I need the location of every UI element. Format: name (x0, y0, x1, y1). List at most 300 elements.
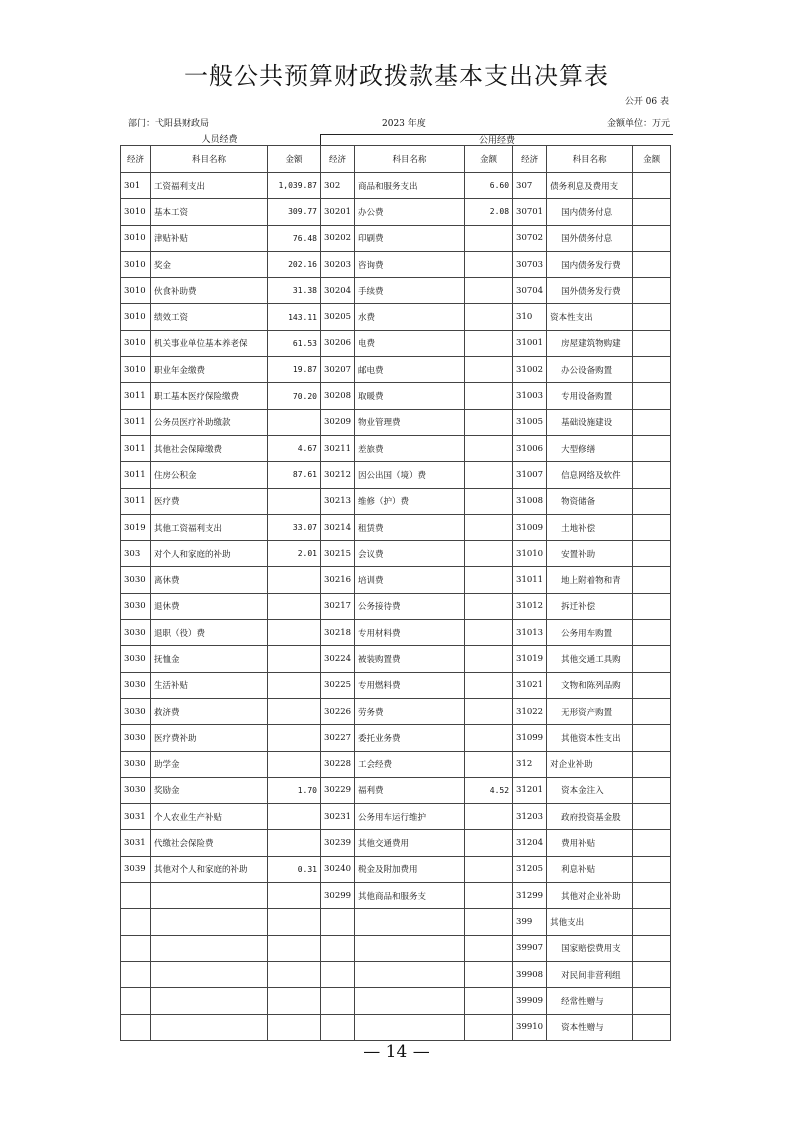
cell-amount (633, 383, 671, 409)
cell-name: 公务员医疗补助缴款 (151, 409, 268, 435)
cell-code: 3039 (121, 856, 151, 882)
cell-amount: 76.48 (268, 225, 321, 251)
cell-code (321, 1014, 355, 1040)
cell-amount (465, 330, 513, 356)
cell-code: 30239 (321, 830, 355, 856)
cell-name: 公务用车购置 (547, 620, 633, 646)
cell-amount (465, 935, 513, 961)
cell-name: 基本工资 (151, 199, 268, 225)
cell-name: 代缴社会保险费 (151, 830, 268, 856)
cell-amount (633, 278, 671, 304)
cell-code: 31008 (513, 488, 547, 514)
cell-code: 30201 (321, 199, 355, 225)
cell-code: 31299 (513, 883, 547, 909)
cell-name (355, 909, 465, 935)
cell-name: 公务接待费 (355, 593, 465, 619)
cell-amount (465, 961, 513, 987)
cell-code: 30205 (321, 304, 355, 330)
cell-code: 3010 (121, 304, 151, 330)
cell-amount (268, 830, 321, 856)
cell-name: 福利费 (355, 777, 465, 803)
cell-amount (268, 646, 321, 672)
cell-amount: 4.52 (465, 777, 513, 803)
cell-amount (465, 751, 513, 777)
cell-amount (465, 278, 513, 304)
cell-amount (633, 173, 671, 199)
table-row (121, 462, 671, 488)
table-row (121, 488, 671, 514)
table-row (121, 567, 671, 593)
cell-code: 3010 (121, 251, 151, 277)
cell-name: 文物和陈列品购 (547, 672, 633, 698)
cell-code: 30208 (321, 383, 355, 409)
cell-name: 其他交通费用 (355, 830, 465, 856)
table-row (121, 777, 671, 803)
cell-name: 工资福利支出 (151, 173, 268, 199)
table-row (121, 173, 671, 199)
cell-code (321, 935, 355, 961)
cell-code: 31204 (513, 830, 547, 856)
cell-code: 3030 (121, 777, 151, 803)
cell-code: 30216 (321, 567, 355, 593)
cell-amount (633, 541, 671, 567)
table-row (121, 357, 671, 383)
cell-amount: 33.07 (268, 514, 321, 540)
cell-code: 30202 (321, 225, 355, 251)
cell-code (121, 1014, 151, 1040)
cell-amount: 309.77 (268, 199, 321, 225)
cell-amount (268, 935, 321, 961)
header-name: 科目名称 (151, 146, 268, 173)
cell-name (355, 935, 465, 961)
page-number: — 14 — (363, 1042, 430, 1062)
cell-amount: 6.60 (465, 173, 513, 199)
cell-amount (633, 830, 671, 856)
cell-name (151, 961, 268, 987)
cell-name: 国内债务付息 (547, 199, 633, 225)
cell-amount (465, 698, 513, 724)
table-row (121, 935, 671, 961)
cell-code (121, 935, 151, 961)
cell-code: 31099 (513, 725, 547, 751)
table-row (121, 830, 671, 856)
table-row (121, 251, 671, 277)
cell-amount (633, 514, 671, 540)
cell-name (355, 1014, 465, 1040)
cell-amount (633, 488, 671, 514)
table-row (121, 725, 671, 751)
table-row (121, 751, 671, 777)
cell-code: 3010 (121, 357, 151, 383)
cell-amount (465, 514, 513, 540)
cell-code: 30209 (321, 409, 355, 435)
cell-name: 资本金注入 (547, 777, 633, 803)
cell-amount (465, 672, 513, 698)
table-row (121, 646, 671, 672)
year-label: 2023 年度 (382, 119, 426, 129)
cell-name: 债务利息及费用支 (547, 173, 633, 199)
cell-code (321, 988, 355, 1014)
cell-code: 30217 (321, 593, 355, 619)
cell-name: 电费 (355, 330, 465, 356)
cell-name: 国外债务付息 (547, 225, 633, 251)
cell-code: 30226 (321, 698, 355, 724)
cell-code: 3031 (121, 804, 151, 830)
cell-amount (465, 567, 513, 593)
cell-name: 国外债务发行费 (547, 278, 633, 304)
cell-code: 31009 (513, 514, 547, 540)
cell-code: 30299 (321, 883, 355, 909)
form-number: 公开 06 表 (624, 97, 669, 107)
cell-amount (633, 435, 671, 461)
cell-amount (633, 1014, 671, 1040)
cell-name: 住房公积金 (151, 462, 268, 488)
cell-code: 3030 (121, 725, 151, 751)
cell-name: 物业管理费 (355, 409, 465, 435)
cell-code: 30702 (513, 225, 547, 251)
cell-amount (465, 620, 513, 646)
cell-code: 30207 (321, 357, 355, 383)
header-name: 科目名称 (547, 146, 633, 173)
cell-name: 机关事业单位基本养老保 (151, 330, 268, 356)
cell-name (355, 988, 465, 1014)
cell-amount: 2.01 (268, 541, 321, 567)
cell-amount (268, 909, 321, 935)
cell-amount (633, 409, 671, 435)
cell-amount (268, 567, 321, 593)
cell-amount (268, 672, 321, 698)
cell-name: 个人农业生产补贴 (151, 804, 268, 830)
cell-name: 费用补贴 (547, 830, 633, 856)
cell-name: 其他交通工具购 (547, 646, 633, 672)
cell-amount (633, 698, 671, 724)
cell-amount (633, 909, 671, 935)
cell-name (151, 1014, 268, 1040)
cell-name: 印刷费 (355, 225, 465, 251)
cell-code: 30240 (321, 856, 355, 882)
cell-code: 303 (121, 541, 151, 567)
table-row (121, 988, 671, 1014)
cell-name: 其他社会保障缴费 (151, 435, 268, 461)
table-row (121, 856, 671, 882)
cell-name: 专用设备购置 (547, 383, 633, 409)
cell-name: 职业年金缴费 (151, 357, 268, 383)
cell-name: 其他工资福利支出 (151, 514, 268, 540)
cell-code: 30218 (321, 620, 355, 646)
cell-amount (268, 488, 321, 514)
cell-amount (465, 462, 513, 488)
cell-amount (633, 646, 671, 672)
header-amount: 金额 (633, 146, 671, 173)
cell-name (355, 961, 465, 987)
cell-amount (633, 725, 671, 751)
cell-amount: 1.70 (268, 777, 321, 803)
cell-amount (268, 1014, 321, 1040)
cell-name: 对民间非营利组 (547, 961, 633, 987)
cell-code: 30704 (513, 278, 547, 304)
group-personnel: 人员经费 (201, 135, 238, 145)
cell-code: 30231 (321, 804, 355, 830)
cell-name: 离休费 (151, 567, 268, 593)
cell-amount: 4.67 (268, 435, 321, 461)
cell-name: 房屋建筑物购建 (547, 330, 633, 356)
cell-amount: 70.20 (268, 383, 321, 409)
cell-code: 31002 (513, 357, 547, 383)
cell-amount (465, 383, 513, 409)
cell-amount (268, 593, 321, 619)
cell-code: 30703 (513, 251, 547, 277)
cell-amount (465, 856, 513, 882)
cell-name: 商品和服务支出 (355, 173, 465, 199)
cell-amount (633, 935, 671, 961)
cell-code: 31205 (513, 856, 547, 882)
cell-code: 31013 (513, 620, 547, 646)
expenditure-table (120, 145, 671, 1041)
cell-name: 土地补偿 (547, 514, 633, 540)
cell-amount (465, 830, 513, 856)
cell-code: 30204 (321, 278, 355, 304)
cell-code: 30215 (321, 541, 355, 567)
cell-code: 31201 (513, 777, 547, 803)
cell-amount (633, 856, 671, 882)
cell-name: 其他对个人和家庭的补助 (151, 856, 268, 882)
cell-amount (633, 620, 671, 646)
cell-name: 医疗费 (151, 488, 268, 514)
cell-name: 邮电费 (355, 357, 465, 383)
cell-amount (633, 804, 671, 830)
cell-name: 助学金 (151, 751, 268, 777)
cell-name: 取暖费 (355, 383, 465, 409)
cell-code: 31019 (513, 646, 547, 672)
cell-amount: 31.38 (268, 278, 321, 304)
cell-code: 30228 (321, 751, 355, 777)
cell-name: 租赁费 (355, 514, 465, 540)
table-row (121, 883, 671, 909)
cell-amount (465, 988, 513, 1014)
cell-amount (633, 462, 671, 488)
cell-name: 其他支出 (547, 909, 633, 935)
cell-code (121, 988, 151, 1014)
cell-amount (465, 488, 513, 514)
cell-code: 30227 (321, 725, 355, 751)
cell-amount (465, 541, 513, 567)
cell-code: 312 (513, 751, 547, 777)
cell-name: 信息网络及软件 (547, 462, 633, 488)
cell-code: 3010 (121, 199, 151, 225)
table-row (121, 409, 671, 435)
cell-name: 水费 (355, 304, 465, 330)
cell-name: 地上附着物和青 (547, 567, 633, 593)
table-row (121, 330, 671, 356)
cell-code: 31203 (513, 804, 547, 830)
cell-code: 31007 (513, 462, 547, 488)
cell-name: 公务用车运行维护 (355, 804, 465, 830)
cell-code: 3031 (121, 830, 151, 856)
cell-code (121, 909, 151, 935)
cell-code: 399 (513, 909, 547, 935)
cell-code (321, 909, 355, 935)
department-label: 部门：弋阳县财政局 (128, 119, 210, 129)
cell-amount (633, 330, 671, 356)
cell-name: 对个人和家庭的补助 (151, 541, 268, 567)
cell-code: 3010 (121, 330, 151, 356)
cell-code: 31010 (513, 541, 547, 567)
cell-name: 税金及附加费用 (355, 856, 465, 882)
cell-name: 资本性赠与 (547, 1014, 633, 1040)
cell-amount (268, 883, 321, 909)
table-row (121, 1014, 671, 1040)
cell-name: 伙食补助费 (151, 278, 268, 304)
cell-code: 30212 (321, 462, 355, 488)
cell-amount: 1,039.87 (268, 173, 321, 199)
table-row (121, 278, 671, 304)
cell-name (151, 988, 268, 1014)
cell-name: 委托业务费 (355, 725, 465, 751)
cell-code: 3030 (121, 567, 151, 593)
cell-code: 39909 (513, 988, 547, 1014)
cell-amount (268, 804, 321, 830)
cell-amount (465, 225, 513, 251)
table-row (121, 593, 671, 619)
cell-code: 3030 (121, 751, 151, 777)
cell-code: 3011 (121, 383, 151, 409)
cell-name: 办公费 (355, 199, 465, 225)
cell-name: 咨询费 (355, 251, 465, 277)
cell-name: 经常性赠与 (547, 988, 633, 1014)
cell-code: 307 (513, 173, 547, 199)
cell-name: 生活补贴 (151, 672, 268, 698)
cell-code: 3030 (121, 698, 151, 724)
cell-amount (465, 593, 513, 619)
cell-amount (633, 988, 671, 1014)
cell-code: 30211 (321, 435, 355, 461)
cell-amount (268, 620, 321, 646)
cell-amount (465, 804, 513, 830)
cell-code: 3010 (121, 278, 151, 304)
unit-label: 金额单位：万元 (606, 119, 670, 129)
cell-name: 手续费 (355, 278, 465, 304)
cell-amount (465, 357, 513, 383)
header-name: 科目名称 (355, 146, 465, 173)
cell-amount (633, 961, 671, 987)
cell-amount (633, 593, 671, 619)
cell-code: 3030 (121, 672, 151, 698)
cell-code: 30213 (321, 488, 355, 514)
table-row (121, 909, 671, 935)
cell-code (321, 961, 355, 987)
cell-amount (465, 409, 513, 435)
cell-code: 301 (121, 173, 151, 199)
cell-name: 培训费 (355, 567, 465, 593)
cell-code: 302 (321, 173, 355, 199)
cell-amount (465, 883, 513, 909)
header-amount: 金额 (465, 146, 513, 173)
cell-name (151, 909, 268, 935)
cell-code: 3011 (121, 409, 151, 435)
cell-amount (465, 1014, 513, 1040)
cell-amount (633, 225, 671, 251)
cell-code: 3019 (121, 514, 151, 540)
table-row (121, 514, 671, 540)
cell-code: 31006 (513, 435, 547, 461)
table-row (121, 804, 671, 830)
table-row (121, 304, 671, 330)
cell-name: 劳务费 (355, 698, 465, 724)
cell-amount (465, 251, 513, 277)
cell-name: 专用材料费 (355, 620, 465, 646)
cell-amount (465, 646, 513, 672)
cell-code: 30214 (321, 514, 355, 540)
cell-name: 会议费 (355, 541, 465, 567)
group-public: 公用经费 (320, 134, 673, 146)
cell-name: 安置补助 (547, 541, 633, 567)
cell-name: 因公出国（境）费 (355, 462, 465, 488)
cell-name: 无形资产购置 (547, 698, 633, 724)
cell-code: 31022 (513, 698, 547, 724)
cell-amount (633, 567, 671, 593)
cell-code: 31011 (513, 567, 547, 593)
cell-code: 3030 (121, 593, 151, 619)
cell-amount (268, 409, 321, 435)
cell-name: 医疗费补助 (151, 725, 268, 751)
cell-code: 31001 (513, 330, 547, 356)
cell-amount (633, 751, 671, 777)
cell-amount (268, 961, 321, 987)
cell-name: 绩效工资 (151, 304, 268, 330)
cell-amount: 143.11 (268, 304, 321, 330)
page-title: 一般公共预算财政拨款基本支出决算表 (184, 62, 609, 90)
cell-amount: 2.08 (465, 199, 513, 225)
header-amount: 金额 (268, 146, 321, 173)
cell-amount (268, 698, 321, 724)
cell-name: 对企业补助 (547, 751, 633, 777)
cell-code: 30701 (513, 199, 547, 225)
cell-name: 其他商品和服务支 (355, 883, 465, 909)
cell-name: 国家赔偿费用支 (547, 935, 633, 961)
cell-amount: 202.16 (268, 251, 321, 277)
cell-amount: 61.53 (268, 330, 321, 356)
table-row (121, 672, 671, 698)
cell-code (121, 961, 151, 987)
cell-name: 政府投资基金股 (547, 804, 633, 830)
cell-code: 3030 (121, 646, 151, 672)
cell-name: 奖金 (151, 251, 268, 277)
cell-name (151, 935, 268, 961)
cell-amount (465, 435, 513, 461)
cell-name: 利息补贴 (547, 856, 633, 882)
cell-code: 30229 (321, 777, 355, 803)
cell-code: 3030 (121, 620, 151, 646)
cell-name: 被装购置费 (355, 646, 465, 672)
cell-code: 39908 (513, 961, 547, 987)
table-row (121, 961, 671, 987)
cell-name: 办公设备购置 (547, 357, 633, 383)
cell-name: 拆迁补偿 (547, 593, 633, 619)
table-row (121, 541, 671, 567)
header-row (121, 146, 671, 173)
cell-code: 30225 (321, 672, 355, 698)
cell-name: 退休费 (151, 593, 268, 619)
cell-name: 工会经费 (355, 751, 465, 777)
cell-amount (268, 725, 321, 751)
cell-code: 3011 (121, 462, 151, 488)
table-row (121, 698, 671, 724)
table-row (121, 199, 671, 225)
cell-amount (465, 909, 513, 935)
cell-amount (633, 672, 671, 698)
cell-name: 维修（护）费 (355, 488, 465, 514)
cell-name (151, 883, 268, 909)
